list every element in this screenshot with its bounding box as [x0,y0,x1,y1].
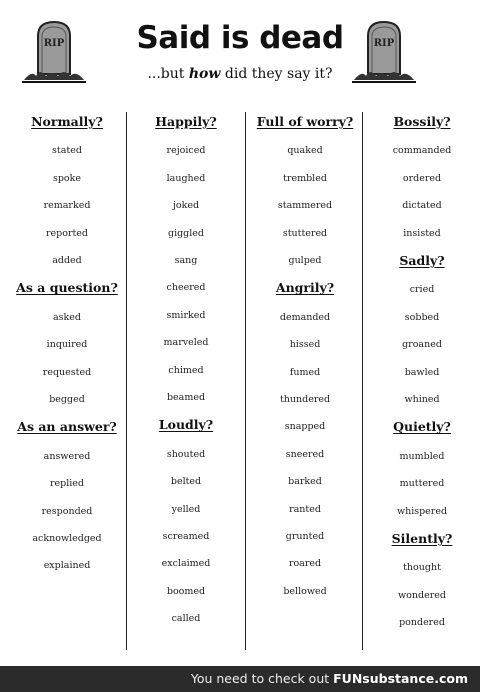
word-item: trembled [283,172,327,184]
section-heading: As a question? [16,280,118,296]
word-item: exclaimed [161,558,211,570]
tombstone-label: RIP [43,38,65,49]
word-item: insisted [403,227,441,239]
column-divider [362,112,363,650]
word-item: snapped [284,421,326,433]
word-item: laughed [166,172,206,184]
word-item: thundered [279,394,331,405]
word-item: pondered [399,617,445,629]
word-item: sobbed [404,311,440,323]
word-item: acknowledged [32,533,102,544]
subtitle-end: did they say it? [220,66,333,82]
word-item: belted [170,476,202,488]
section-heading: Full of worry? [256,114,354,129]
word-item: bellowed [283,585,327,597]
section-heading: Angrily? [275,280,335,296]
word-item: joked [172,200,200,212]
word-item: wondered [398,589,446,601]
word-item: added [52,255,82,266]
word-item: hissed [289,339,321,351]
word-item: ordered [402,172,442,184]
word-item: answered [43,450,91,462]
word-item: giggled [167,227,205,239]
footer-domain: .com [434,671,468,686]
section-heading: Sadly? [399,253,445,268]
word-item: groaned [402,339,442,351]
section-heading: As an answer? [17,419,117,435]
word-item: barked [288,476,322,488]
subtitle-start: ...but [147,66,189,82]
word-item: requested [42,366,92,378]
word-item: spoke [52,172,82,184]
footer-brand: FUNsubstance [333,671,435,686]
word-item: quaked [287,145,323,157]
word-item: thought [403,562,441,574]
word-item: sneered [285,448,325,460]
word-item: stuttered [282,227,328,239]
section-heading: Loudly? [158,417,214,433]
word-item: cried [409,284,435,296]
word-item: cheered [166,282,206,294]
section-heading: Happily? [155,114,217,129]
word-item: asked [53,311,81,323]
poster-header [0,0,480,100]
tombstone-label: RIP [373,38,395,49]
word-item: smirked [166,309,206,321]
word-item: dictated [402,200,442,212]
word-item: beamed [166,392,206,403]
word-item: sang [174,255,198,266]
footer-text: You need to check out [190,671,334,686]
word-item: whispered [396,505,448,517]
word-item: screamed [162,531,210,542]
tombstone-icon [352,18,416,84]
word-item: reported [45,227,89,239]
word-item: boomed [166,585,206,597]
word-item: explained [43,560,91,572]
word-item: fumed [289,366,321,378]
section-heading: Normally? [31,114,103,129]
word-item: roared [288,558,322,570]
word-item: ranted [289,503,321,515]
word-item: demanded [279,311,331,323]
section-heading: Bossily? [393,114,451,129]
word-item: responded [41,505,93,517]
column-divider [126,112,127,650]
word-item: yelled [171,503,201,515]
word-item: gulped [288,255,322,266]
footer-message [191,671,468,686]
word-item: whined [404,394,440,405]
word-item: remarked [43,200,91,212]
footer-banner[interactable] [0,666,480,692]
word-item: bawled [404,366,440,378]
word-item: begged [49,394,85,405]
word-item: marveled [163,337,209,349]
word-item: rejoiced [166,145,206,157]
word-item: shouted [166,448,206,460]
column-divider [245,112,246,650]
word-item: inquired [46,339,88,351]
word-item: mumbled [399,450,445,462]
word-item: chimed [168,364,204,376]
section-heading: Quietly? [393,419,451,435]
word-item: replied [49,478,85,490]
page-title: Said is dead [136,20,344,56]
word-item: called [171,613,201,625]
word-item: grunted [285,531,325,542]
word-item: muttered [399,478,445,490]
section-heading: Silently? [391,531,453,546]
subtitle-emphasis: how [188,66,221,82]
word-item: stated [52,145,82,157]
word-item: stammered [277,200,333,212]
word-item: commanded [392,145,452,157]
